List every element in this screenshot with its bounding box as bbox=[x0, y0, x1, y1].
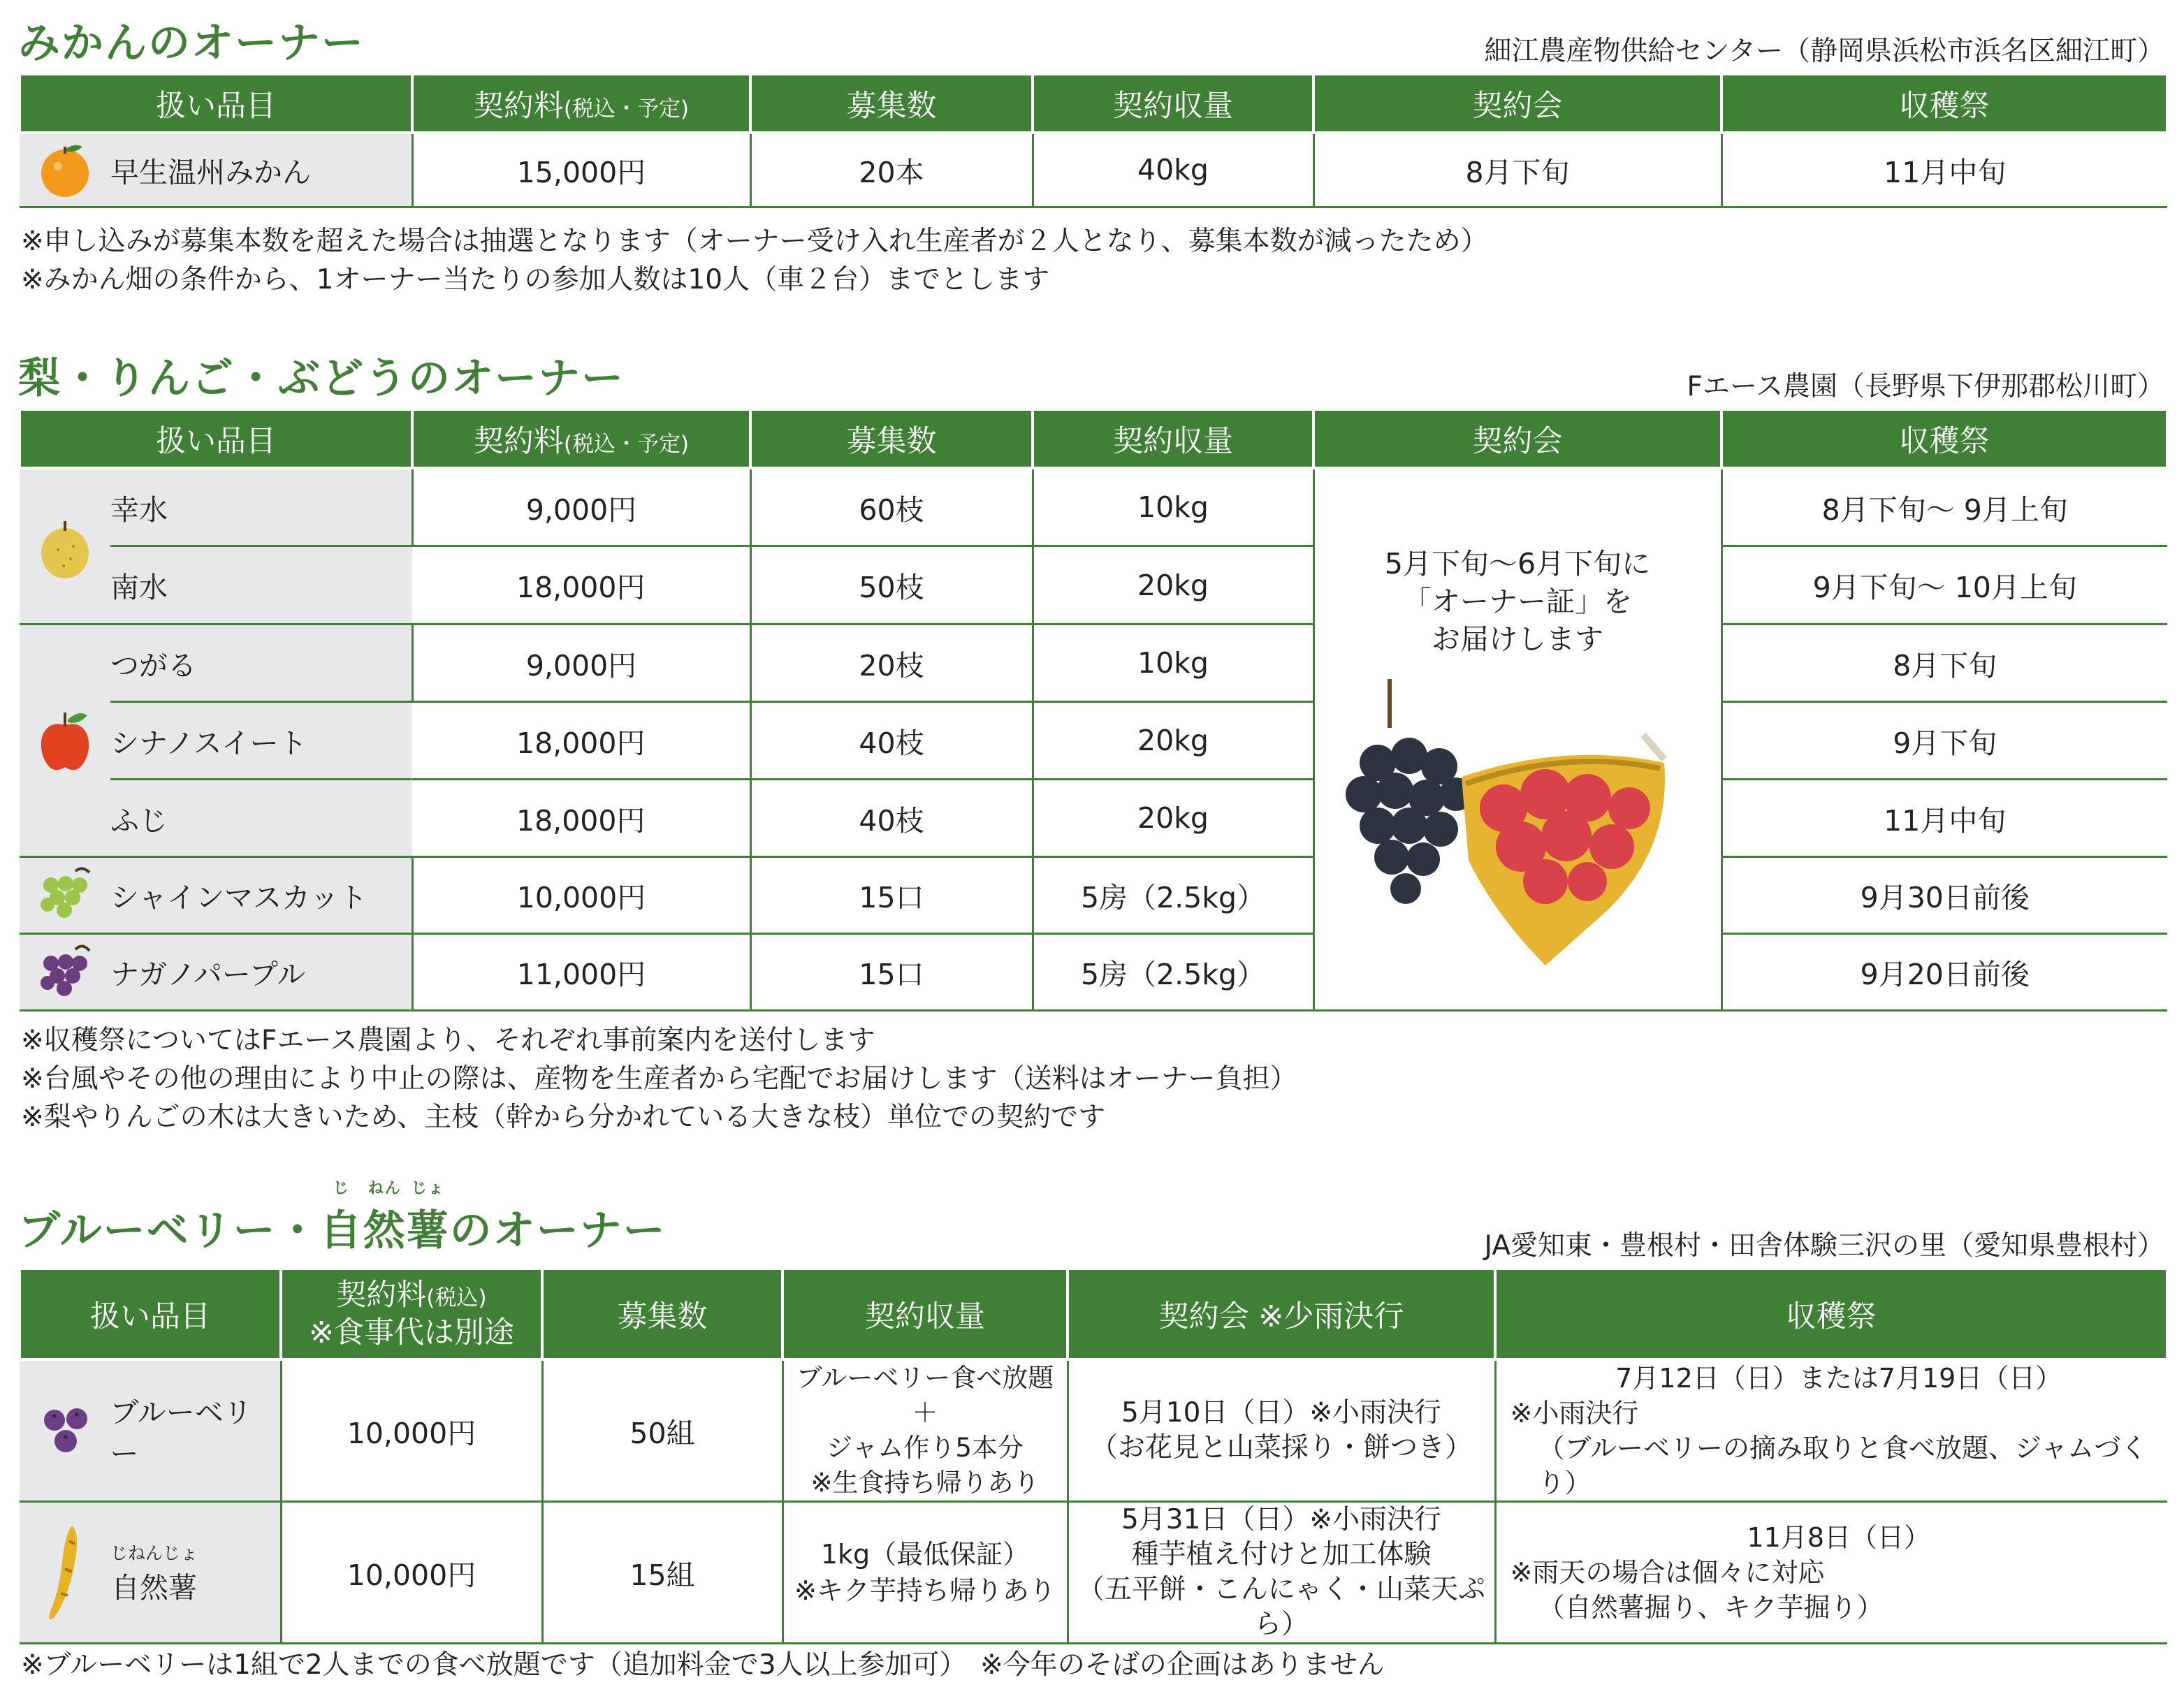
header-yield: 契約収量 bbox=[1033, 409, 1313, 468]
header-yield: 契約収量 bbox=[782, 1269, 1068, 1359]
festival-cell: 8月下旬～ 9月上旬 bbox=[1721, 468, 2167, 546]
yield-cell: 1kg（最低保証） ※キク芋持ち帰りあり bbox=[782, 1502, 1068, 1644]
blue-source: JA愛知東・豊根村・田舎体験三沢の里（愛知県豊根村） bbox=[1484, 1230, 2164, 1262]
festival-cell: 9月30日前後 bbox=[1721, 857, 2167, 934]
purple-grape-icon bbox=[20, 941, 110, 1004]
meeting-cell: 5月31日（日）※小雨決行 種芋植え付けと加工体験 （五平餅・こんにゃく・山菜天ぷら） bbox=[1068, 1502, 1495, 1644]
header-item: 扱い品目 bbox=[20, 1269, 281, 1359]
blue-table bbox=[18, 1267, 2169, 1644]
price-cell: 10,000円 bbox=[281, 1502, 542, 1644]
blue-section-title: ブルーベリー・ じ 自 ねん 然 じょ 薯 のオーナー bbox=[18, 1180, 667, 1255]
mikan-source: 細江農産物供給センター（静岡県浜松市浜名区細江町） bbox=[1484, 36, 2164, 67]
item-cell bbox=[20, 1502, 281, 1644]
price-cell: 18,000円 bbox=[412, 702, 750, 780]
header-count: 募集数 bbox=[542, 1269, 782, 1359]
yield-cell: ブルーベリー食べ放題＋ ジャム作り5本分 ※生食持ち帰りあり bbox=[782, 1359, 1068, 1502]
yield-cell: 10kg bbox=[1033, 625, 1313, 702]
apple-item-group bbox=[20, 625, 412, 857]
header-item: 扱い品目 bbox=[20, 74, 412, 133]
meeting-line-2: 「オーナー証」を bbox=[1403, 585, 1632, 618]
item-label: ナガノパープル bbox=[110, 958, 306, 991]
count-cell: 60枝 bbox=[750, 468, 1033, 546]
festival-cell: 8月下旬 bbox=[1721, 625, 2167, 702]
header-festival: 収穫祭 bbox=[1721, 409, 2167, 468]
meeting-line-3: お届けします bbox=[1432, 622, 1603, 656]
table-row bbox=[20, 468, 2167, 546]
yield-cell: 40kg bbox=[1033, 133, 1313, 207]
count-cell: 40枝 bbox=[750, 780, 1033, 857]
mikan-section-title: みかんのオーナー bbox=[18, 19, 365, 68]
festival-cell: 7月12日（日）または7月19日（日） ※小雨決行 （ブルーベリーの摘み取りと食べ放題、ジャムづくり） bbox=[1495, 1359, 2167, 1502]
price-cell: 11,000円 bbox=[412, 934, 750, 1011]
table-row bbox=[20, 934, 2167, 1011]
header-meeting: 契約会 bbox=[1313, 409, 1721, 468]
festival-cell: 9月20日前後 bbox=[1721, 934, 2167, 1011]
festival-cell: 11月8日（日） ※雨天の場合は個々に対応 （自然薯掘り、キク芋掘り） bbox=[1495, 1502, 2167, 1644]
count-cell: 40枝 bbox=[750, 702, 1033, 780]
item-label: じねんじょ 自然薯 bbox=[110, 1542, 198, 1605]
header-price: 契約料(税込・予定) bbox=[412, 74, 750, 133]
price-cell: 9,000円 bbox=[412, 468, 750, 546]
mikan-note-1: ※申し込みが募集本数を超えた場合は抽選となります（オーナー受け入れ生産者が２人となり、募集本数が減ったため） bbox=[21, 226, 1488, 257]
festival-cell: 9月下旬 bbox=[1721, 702, 2167, 780]
header-count: 募集数 bbox=[750, 74, 1033, 133]
count-cell: 20枝 bbox=[750, 625, 1033, 702]
header-festival: 収穫祭 bbox=[1721, 74, 2167, 133]
fruit-note-2: ※台風やその他の理由により中止の際は、産物を生産者から宅配でお届けします（送料はオーナー負担） bbox=[21, 1063, 1297, 1095]
count-cell: 50枝 bbox=[750, 546, 1033, 625]
item-cell bbox=[20, 1359, 281, 1502]
jinenjo-icon bbox=[20, 1520, 110, 1625]
price-cell: 18,000円 bbox=[412, 780, 750, 857]
table-row bbox=[20, 625, 2167, 702]
yield-cell: 20kg bbox=[1033, 780, 1313, 857]
festival-cell: 11月中旬 bbox=[1721, 780, 2167, 857]
green-grape-icon bbox=[20, 864, 110, 927]
item-label: 早生温州みかん bbox=[110, 155, 311, 189]
header-count: 募集数 bbox=[750, 409, 1033, 468]
pear-item-group bbox=[20, 468, 412, 625]
fruit-note-3: ※梨やりんごの木は大きいため、主枝（幹から分かれている大きな枝）単位での契約です bbox=[21, 1102, 1106, 1133]
item-label: シナノスイート bbox=[110, 703, 412, 780]
price-cell: 10,000円 bbox=[281, 1359, 542, 1502]
apple-icon bbox=[20, 625, 110, 856]
meeting-line-1: 5月下旬～6月下旬に bbox=[1384, 547, 1651, 581]
meeting-cell-merged bbox=[1313, 468, 1721, 1011]
count-cell: 15口 bbox=[750, 857, 1033, 934]
price-cell: 18,000円 bbox=[412, 546, 750, 625]
item-label: つがる bbox=[110, 625, 412, 703]
meeting-cell: 5月10日（日）※小雨決行 （お花見と山菜採り・餅つき） bbox=[1068, 1359, 1495, 1502]
count-cell: 50組 bbox=[542, 1359, 782, 1502]
header-meeting: 契約会 bbox=[1313, 74, 1721, 133]
blueberry-icon bbox=[20, 1399, 110, 1462]
table-row bbox=[20, 857, 2167, 934]
yield-cell: 5房（2.5kg） bbox=[1033, 857, 1313, 934]
item-label: 南水 bbox=[110, 571, 168, 604]
festival-cell: 11月中旬 bbox=[1721, 133, 2167, 207]
table-row bbox=[20, 1502, 2167, 1644]
count-cell: 15口 bbox=[750, 934, 1033, 1011]
header-yield: 契約収量 bbox=[1033, 74, 1313, 133]
mikan-icon bbox=[20, 138, 110, 201]
meeting-cell: 8月下旬 bbox=[1313, 133, 1721, 207]
item-label: 幸水 bbox=[110, 469, 412, 547]
yield-cell: 20kg bbox=[1033, 702, 1313, 780]
item-label: ブルーベリー bbox=[110, 1396, 252, 1470]
fruit-source: Fエース農園（長野県下伊那郡松川町） bbox=[1687, 371, 2164, 402]
price-cell: 9,000円 bbox=[412, 625, 750, 702]
mikan-note-2: ※みかん畑の条件から、1オーナー当たりの参加人数は10人（車２台）までとします bbox=[21, 264, 1050, 295]
table-row bbox=[20, 133, 2167, 207]
header-meeting: 契約会 ※少雨決行 bbox=[1068, 1269, 1495, 1359]
yield-cell: 20kg bbox=[1033, 546, 1313, 625]
pear-icon bbox=[20, 469, 110, 623]
yield-cell: 10kg bbox=[1033, 468, 1313, 546]
item-cell bbox=[20, 857, 412, 934]
item-cell bbox=[20, 934, 412, 1011]
header-price: 契約料(税込) ※食事代は別途 bbox=[281, 1269, 542, 1359]
item-label: シャインマスカット bbox=[110, 881, 367, 914]
festival-cell: 9月下旬～ 10月上旬 bbox=[1721, 546, 2167, 625]
header-item: 扱い品目 bbox=[20, 409, 412, 468]
price-cell: 10,000円 bbox=[412, 857, 750, 934]
blue-note-1: ※ブルーベリーは1組で2人までの食べ放題です（追加料金で3人以上参加可） ※今年のそばの企画はありません bbox=[21, 1649, 1385, 1681]
fruit-table bbox=[18, 408, 2169, 1012]
count-cell: 15組 bbox=[542, 1502, 782, 1644]
fruit-section-title: 梨・りんご・ぶどうのオーナー bbox=[18, 354, 625, 403]
count-cell: 20本 bbox=[750, 133, 1033, 207]
table-row bbox=[20, 1359, 2167, 1502]
fruit-note-1: ※収穫祭についてはFエース農園より、それぞれ事前案内を送付します bbox=[21, 1025, 875, 1056]
mikan-table bbox=[18, 73, 2169, 208]
item-cell bbox=[20, 133, 412, 207]
grape-apple-basket-photo bbox=[1336, 679, 1699, 986]
header-festival: 収穫祭 bbox=[1495, 1269, 2167, 1359]
header-price: 契約料(税込・予定) bbox=[412, 409, 750, 468]
item-label: ふじ bbox=[110, 803, 168, 838]
yield-cell: 5房（2.5kg） bbox=[1033, 934, 1313, 1011]
price-cell: 15,000円 bbox=[412, 133, 750, 207]
